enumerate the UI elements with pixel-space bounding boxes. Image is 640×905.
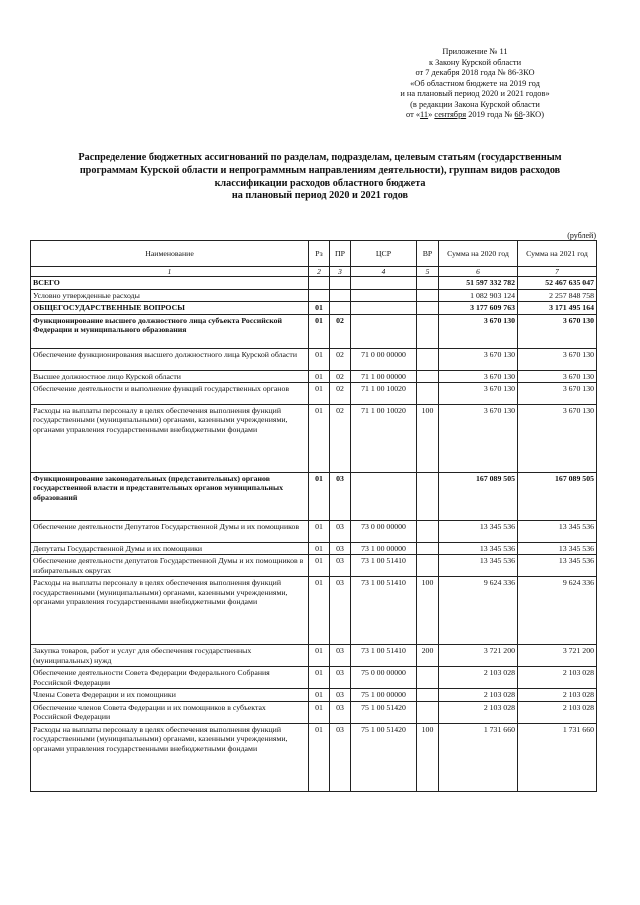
table-row [31, 577, 597, 645]
header-line: и на плановый период 2020 и 2021 годов» [400, 89, 550, 98]
csr-cell: 73 1 00 00000 [351, 543, 417, 555]
name-cell: Функционирование высшего должностного лица субъекта Российской Федерации и муниципального образования [31, 314, 309, 348]
sum-2020-cell: 3 670 130 [439, 405, 518, 473]
rz-cell: 01 [309, 689, 330, 701]
rz-cell [309, 277, 330, 289]
sum-2020-cell: 2 103 028 [439, 667, 518, 689]
pr-cell: 03 [330, 577, 351, 645]
rz-cell: 01 [309, 723, 330, 791]
sum-2021-cell: 2 257 848 758 [518, 289, 597, 301]
sum-2021-cell: 2 103 028 [518, 689, 597, 701]
name-cell: Условно утвержденные расходы [31, 289, 309, 301]
unit-label: (рублей) [567, 231, 596, 240]
name-cell: Члены Совета Федерации и их помощники [31, 689, 309, 701]
amend-mid: » [428, 110, 435, 119]
pr-cell: 03 [330, 701, 351, 723]
sum-2021-cell: 1 731 660 [518, 723, 597, 791]
vr-cell [417, 473, 439, 521]
header-sum-2021: Сумма на 2021 год [518, 241, 597, 267]
sum-2021-cell: 3 670 130 [518, 348, 597, 370]
rz-cell: 01 [309, 348, 330, 370]
csr-cell [351, 277, 417, 289]
pr-cell [330, 289, 351, 301]
sum-2020-cell: 1 731 660 [439, 723, 518, 791]
csr-cell [351, 314, 417, 348]
document-title [30, 152, 610, 203]
table-header-row [31, 241, 597, 267]
amend-month: сентября [434, 110, 467, 119]
table-row [31, 689, 597, 701]
pr-cell: 03 [330, 521, 351, 543]
index-cell: 6 [439, 267, 518, 277]
rz-cell: 01 [309, 302, 330, 314]
index-cell: 7 [518, 267, 597, 277]
sum-2021-cell: 13 345 536 [518, 555, 597, 577]
name-cell: Обеспечение деятельности Депутатов Государственной Думы и их помощников [31, 521, 309, 543]
vr-cell [417, 370, 439, 382]
vr-cell [417, 667, 439, 689]
csr-cell: 73 1 00 51410 [351, 577, 417, 645]
table-row [31, 314, 597, 348]
table-index-row [31, 267, 597, 277]
header-csr: ЦСР [351, 241, 417, 267]
name-cell: Обеспечение деятельности депутатов Государственной Думы и их помощников в избирательных округах [31, 555, 309, 577]
table-row [31, 473, 597, 521]
name-cell: Обеспечение функционирования высшего должностного лица Курской области [31, 348, 309, 370]
sum-2020-cell: 13 345 536 [439, 555, 518, 577]
csr-cell [351, 473, 417, 521]
name-cell: ВСЕГО [31, 277, 309, 289]
sum-2021-cell: 3 670 130 [518, 383, 597, 405]
index-cell: 3 [330, 267, 351, 277]
table-row [31, 348, 597, 370]
table-row [31, 543, 597, 555]
vr-cell [417, 277, 439, 289]
sum-2021-cell: 2 103 028 [518, 701, 597, 723]
sum-2021-cell: 3 670 130 [518, 405, 597, 473]
amend-day: 11 [420, 110, 429, 119]
rz-cell: 01 [309, 314, 330, 348]
sum-2021-cell: 9 624 336 [518, 577, 597, 645]
header-line: от 7 декабря 2018 года № 86-ЗКО [415, 68, 535, 77]
rz-cell: 01 [309, 405, 330, 473]
amend-year: 2019 года № [466, 110, 515, 119]
sum-2021-cell: 167 089 505 [518, 473, 597, 521]
csr-cell: 75 1 00 51420 [351, 701, 417, 723]
rz-cell: 01 [309, 555, 330, 577]
sum-2020-cell: 3 177 609 763 [439, 302, 518, 314]
sum-2021-cell: 3 171 495 164 [518, 302, 597, 314]
vr-cell [417, 314, 439, 348]
sum-2021-cell: 13 345 536 [518, 521, 597, 543]
sum-2021-cell: 52 467 635 047 [518, 277, 597, 289]
index-cell: 2 [309, 267, 330, 277]
sum-2020-cell: 13 345 536 [439, 543, 518, 555]
csr-cell: 71 0 00 00000 [351, 348, 417, 370]
name-cell: Расходы на выплаты персоналу в целях обеспечения выполнения функций государственными (муниципальными) органами, казенными учреждениями, органами управления государственными внебюджетными фондами [31, 405, 309, 473]
sum-2021-cell: 13 345 536 [518, 543, 597, 555]
table-row [31, 405, 597, 473]
vr-cell [417, 701, 439, 723]
budget-table [30, 240, 597, 792]
sum-2021-cell: 3 721 200 [518, 645, 597, 667]
csr-cell: 71 1 00 00000 [351, 370, 417, 382]
title-line: программам Курской области и непрограммным направлениям деятельности), группам видов расходов [79, 164, 561, 176]
header-name: Наименование [31, 241, 309, 267]
rz-cell: 01 [309, 577, 330, 645]
sum-2020-cell: 3 721 200 [439, 645, 518, 667]
vr-cell [417, 289, 439, 301]
appendix-header [355, 47, 595, 121]
sum-2020-cell: 167 089 505 [439, 473, 518, 521]
rz-cell: 01 [309, 521, 330, 543]
csr-cell: 73 1 00 51410 [351, 555, 417, 577]
header-line-amendment [355, 110, 595, 121]
sum-2020-cell: 13 345 536 [439, 521, 518, 543]
name-cell: Высшее должностное лицо Курской области [31, 370, 309, 382]
index-cell: 4 [351, 267, 417, 277]
sum-2020-cell: 3 670 130 [439, 383, 518, 405]
name-cell: Депутаты Государственной Думы и их помощники [31, 543, 309, 555]
pr-cell: 03 [330, 473, 351, 521]
pr-cell: 03 [330, 667, 351, 689]
sum-2021-cell: 2 103 028 [518, 667, 597, 689]
csr-cell [351, 302, 417, 314]
header-vr: ВР [417, 241, 439, 267]
sum-2020-cell: 3 670 130 [439, 314, 518, 348]
header-line: к Закону Курской области [428, 57, 522, 67]
sum-2020-cell: 9 624 336 [439, 577, 518, 645]
pr-cell: 03 [330, 543, 351, 555]
table-row [31, 645, 597, 667]
table-body [31, 277, 597, 791]
sum-2020-cell: 3 670 130 [439, 370, 518, 382]
pr-cell: 02 [330, 370, 351, 382]
sum-2020-cell: 2 103 028 [439, 701, 518, 723]
vr-cell [417, 521, 439, 543]
rz-cell: 01 [309, 473, 330, 521]
header-line: Приложение № 11 [442, 47, 508, 56]
csr-cell: 75 1 00 51420 [351, 723, 417, 791]
pr-cell: 02 [330, 348, 351, 370]
vr-cell: 100 [417, 723, 439, 791]
csr-cell: 75 1 00 00000 [351, 689, 417, 701]
vr-cell: 100 [417, 577, 439, 645]
pr-cell [330, 277, 351, 289]
table-row [31, 302, 597, 314]
csr-cell [351, 289, 417, 301]
sum-2020-cell: 3 670 130 [439, 348, 518, 370]
amend-number: 68 [514, 110, 523, 119]
vr-cell [417, 555, 439, 577]
csr-cell: 73 0 00 00000 [351, 521, 417, 543]
amend-prefix: от « [406, 110, 421, 119]
vr-cell [417, 689, 439, 701]
table-row [31, 667, 597, 689]
pr-cell: 03 [330, 723, 351, 791]
pr-cell: 03 [330, 555, 351, 577]
sum-2021-cell: 3 670 130 [518, 370, 597, 382]
table-row [31, 701, 597, 723]
name-cell: Обеспечение деятельности и выполнение функций государственных органов [31, 383, 309, 405]
pr-cell [330, 302, 351, 314]
csr-cell: 75 0 00 00000 [351, 667, 417, 689]
header-rz: Рз [309, 241, 330, 267]
title-line: классификации расходов областного бюджета [214, 177, 426, 189]
rz-cell: 01 [309, 701, 330, 723]
csr-cell: 71 1 00 10020 [351, 383, 417, 405]
name-cell: Обеспечение членов Совета Федерации и их помощников в субъектах Российской Федерации [31, 701, 309, 723]
pr-cell: 02 [330, 383, 351, 405]
table-row [31, 277, 597, 289]
table-row [31, 370, 597, 382]
vr-cell: 200 [417, 645, 439, 667]
rz-cell: 01 [309, 543, 330, 555]
name-cell: ОБЩЕГОСУДАРСТВЕННЫЕ ВОПРОСЫ [31, 302, 309, 314]
name-cell: Расходы на выплаты персоналу в целях обеспечения выполнения функций государственными (муниципальными) органами, казенными учреждениями, органами управления государственными внебюджетными фондами [31, 577, 309, 645]
rz-cell: 01 [309, 370, 330, 382]
amend-suffix: -ЗКО) [522, 110, 544, 119]
vr-cell [417, 348, 439, 370]
pr-cell: 02 [330, 405, 351, 473]
sum-2021-cell: 3 670 130 [518, 314, 597, 348]
table-row [31, 555, 597, 577]
vr-cell [417, 383, 439, 405]
sum-2020-cell: 2 103 028 [439, 689, 518, 701]
rz-cell: 01 [309, 645, 330, 667]
pr-cell: 03 [330, 645, 351, 667]
rz-cell: 01 [309, 383, 330, 405]
vr-cell: 100 [417, 405, 439, 473]
vr-cell [417, 302, 439, 314]
header-pr: ПР [330, 241, 351, 267]
name-cell: Функционирование законодательных (представительных) органов государственной власти и представительных органов муниципальных образований [31, 473, 309, 521]
pr-cell: 02 [330, 314, 351, 348]
csr-cell: 71 1 00 10020 [351, 405, 417, 473]
table-row [31, 723, 597, 791]
sum-2020-cell: 51 597 332 782 [439, 277, 518, 289]
sum-2020-cell: 1 082 903 124 [439, 289, 518, 301]
title-line: на плановый период 2020 и 2021 годов [231, 190, 409, 202]
title-line: Распределение бюджетных ассигнований по разделам, подразделам, целевым статьям (государственным [78, 152, 562, 163]
header-line: (в редакции Закона Курской области [410, 99, 540, 109]
table-row [31, 521, 597, 543]
index-cell: 5 [417, 267, 439, 277]
table-row [31, 383, 597, 405]
header-line: «Об областном бюджете на 2019 год [410, 78, 540, 88]
csr-cell: 73 1 00 51410 [351, 645, 417, 667]
index-cell: 1 [31, 267, 309, 277]
rz-cell [309, 289, 330, 301]
name-cell: Расходы на выплаты персоналу в целях обеспечения выполнения функций государственными (муниципальными) органами, казенными учреждениями, органами управления государственными внебюджетными фондами [31, 723, 309, 791]
vr-cell [417, 543, 439, 555]
name-cell: Закупка товаров, работ и услуг для обеспечения государственных (муниципальных) нужд [31, 645, 309, 667]
header-sum-2020: Сумма на 2020 год [439, 241, 518, 267]
name-cell: Обеспечение деятельности Совета Федерации Федерального Собрания Российской Федерации [31, 667, 309, 689]
table-row [31, 289, 597, 301]
pr-cell: 03 [330, 689, 351, 701]
rz-cell: 01 [309, 667, 330, 689]
